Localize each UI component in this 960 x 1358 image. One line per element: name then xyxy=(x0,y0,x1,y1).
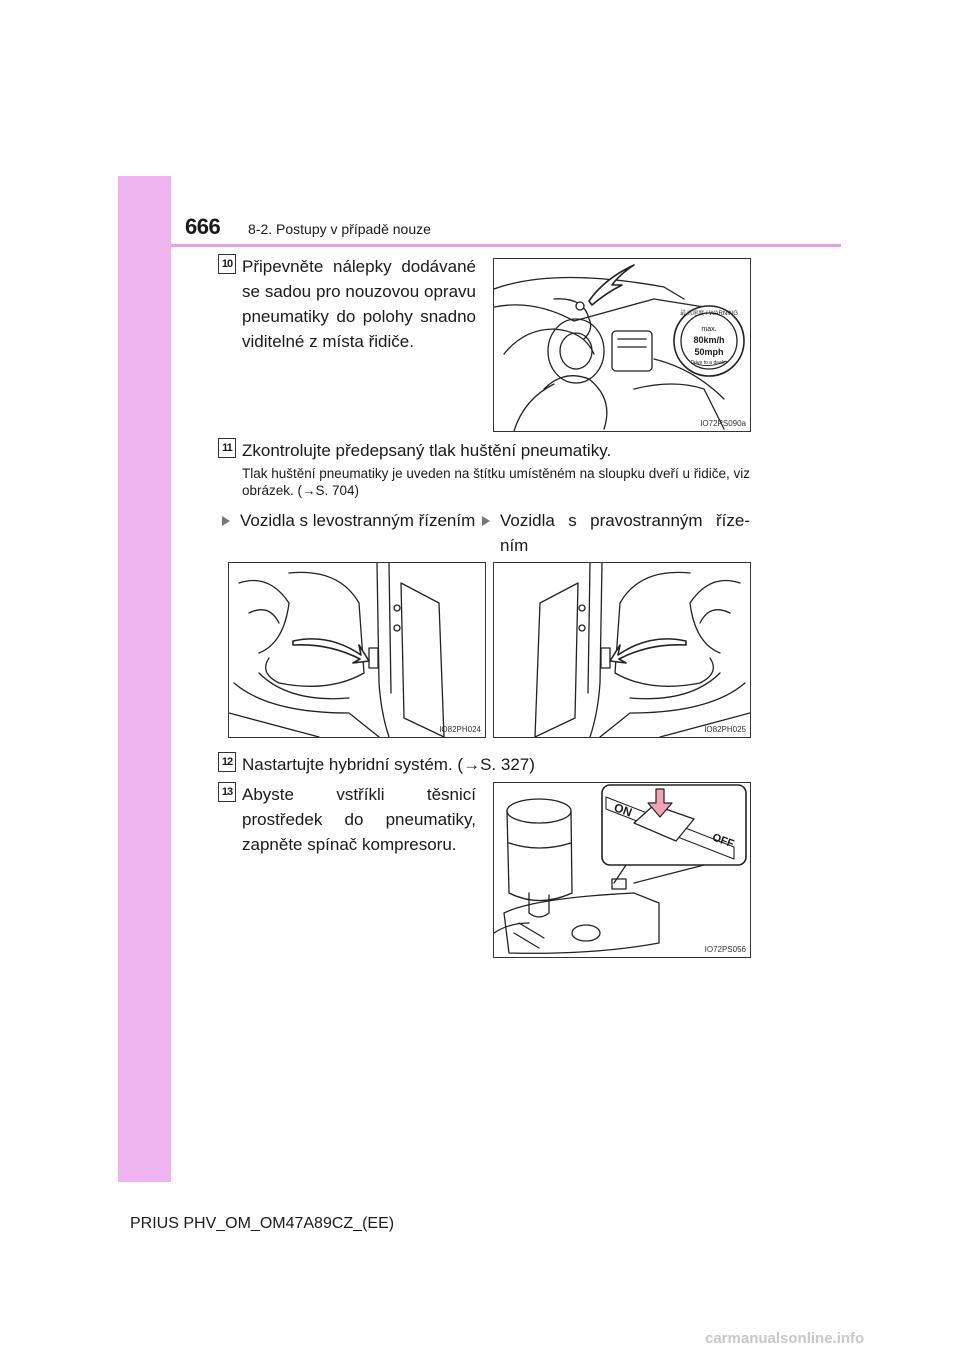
figure-warning-label-placement xyxy=(493,258,751,432)
warning-sticker-top-text: 最高速度 / WARNING xyxy=(680,311,738,317)
step-13-text: Abyste vstříkli těsnicí prostředek do pneumatiky, zapněte spínač kompresoru. xyxy=(242,785,476,854)
switch-on-label: ON xyxy=(612,800,634,820)
step-10-text: Připevněte nálepky dodávané se sadou pro nouzovou opravu pneumatiky do polohy snadno viditelné z místa řidiče. xyxy=(242,257,476,351)
step-number-11: 11 xyxy=(218,438,236,458)
warning-sticker-mph: 50mph xyxy=(694,347,724,357)
left-hand-drive-text: Vozidla s levostranným řízením xyxy=(240,511,476,530)
section-title: 8-2. Postupy v případě nouze xyxy=(248,221,431,237)
header-rule xyxy=(171,244,841,247)
figure-code: IO82PH025 xyxy=(704,725,746,734)
bullet-triangle-icon xyxy=(222,516,230,526)
figure-compressor-switch xyxy=(493,782,751,958)
chapter-sidebar-tab xyxy=(118,176,171,1182)
figure-code: IO72PS090a xyxy=(700,419,746,428)
warning-sticker-kmh: 80km/h xyxy=(693,335,725,345)
left-hand-drive-heading xyxy=(220,508,484,533)
right-hand-drive-heading xyxy=(480,508,750,558)
right-hand-drive-text: Vozidla s pravostranným říze-ním xyxy=(500,511,750,555)
figure-code: IO82PH024 xyxy=(439,725,481,734)
figure-code: IO72PS056 xyxy=(704,945,746,954)
bullet-triangle-icon xyxy=(482,516,490,526)
step-11-note: Tlak huštění pneumatiky je uveden na štítku umístěném na sloupku dveří u řidiče, viz obrázek. (→S. 704) xyxy=(242,466,751,498)
watermark[interactable]: carmanualsonline.info xyxy=(705,1330,865,1347)
warning-sticker-max: max. xyxy=(701,326,717,333)
step-number-10: 10 xyxy=(218,254,236,274)
step-12-text: Nastartujte hybridní systém. (→S. 327) xyxy=(242,755,535,774)
footer-document-code: PRIUS PHV_OM_OM47A89CZ_(EE) xyxy=(130,1215,395,1232)
switch-off-label: OFF xyxy=(710,831,736,851)
step-number-12: 12 xyxy=(218,752,236,772)
figure-door-pillar-rhd xyxy=(493,562,751,738)
page-number: 666 xyxy=(185,214,221,239)
figure-door-pillar-lhd xyxy=(228,562,486,738)
step-11-text: Zkontrolujte předepsaný tlak huštění pneumatiky. xyxy=(242,441,612,460)
step-number-13: 13 xyxy=(218,782,236,802)
warning-sticker-bottom-text: Drive to a dealer xyxy=(690,360,728,366)
